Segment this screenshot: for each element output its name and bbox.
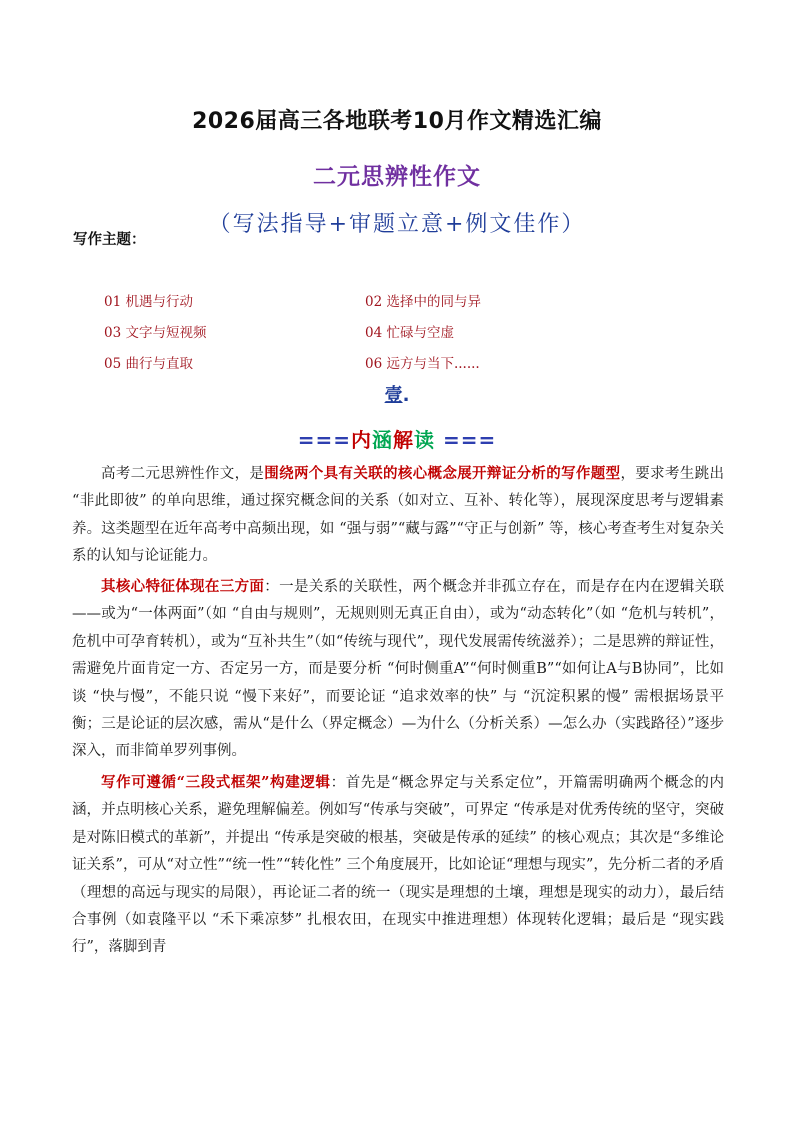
topic-item-6: 06 远方与当下......: [365, 356, 480, 372]
paragraph-features: [72, 573, 724, 766]
topic-item-5: 05 曲行与直取: [104, 356, 193, 372]
topic-item-4: 04 忙碌与空虚: [365, 325, 454, 341]
section-title-char-4: 读: [414, 428, 436, 452]
paragraph-text: ，要求考生跳出 “非此即彼” 的单向思维，通过探究概念间的关系（如对立、互补、转化等），展现深度思考与逻辑素养。这类题型在近年高考中高频出现，如 “强与弱”“藏与露”“守正与创新” 等，核心考查考生对复杂关系的认知与论证能力。: [72, 466, 725, 565]
topic-item-1: 01 机遇与行动: [104, 294, 193, 310]
document-subtitle-sections: （写法指导+审题立意+例文佳作）: [208, 212, 586, 237]
paragraph-highlight: 其核心特征体现在三方面: [101, 578, 265, 595]
topics-label: 写作主题：: [73, 231, 146, 248]
paragraph-text: ：一是关系的关联性，两个概念并非孤立存在，而是存在内在逻辑关联——或为“一体两面”（如 “自由与规则”，无规则则无真正自由），或为“动态转化”（如 “危机与转机”，危机中可孕育转机），或为“互补共生”（如“传统与现代”，现代发展需传统滋养）；二是思辨的辩证性，需避免片面肯定一方、否定另一方，而是要分析 “何时侧重A”“何时侧重B”“如何让A与B协同”，比如谈 “快与慢”，不能只说 “慢下来好”，而要论证 “追求效率的快” 与 “沉淀积累的慢” 需根据场景平衡；三是论证的层次感，需从“是什么（界定概念）—为什么（分析关系）—怎么办（实践路径）”逐步深入，而非简单罗列事例。: [72, 579, 725, 760]
paragraph-highlight: 围绕两个具有关联的核心概念展开辩证分析的写作题型: [264, 465, 621, 482]
section-title-dash-left: ===: [297, 428, 352, 452]
paragraph-text: 高考二元思辨性作文，是: [101, 466, 265, 482]
topic-item-3: 03 文字与短视频: [104, 325, 207, 341]
section-title-char-2: 涵: [372, 428, 394, 452]
section-title-char-3: 解: [393, 428, 415, 452]
paragraph-text: ：首先是“概念界定与关系定位”，开篇需明确两个概念的内涵，并点明核心关系，避免理解偏差。例如写“传承与突破”，可界定 “传承是对优秀传统的坚守，突破是对陈旧模式的革新”，并提出 “传承是突破的根基，突破是传承的延续” 的核心观点；其次是“多维论证关系”，可从“对立性”“统一性”“转化性” 三个角度展开，比如论证“理想与现实”，先分析二者的矛盾（理想的高远与现实的局限），再论证二者的统一（现实是理想的土壤，理想是现实的动力），最后结合事例（如袁隆平以 “禾下乘凉梦” 扎根农田，在现实中推进理想）体现转化逻辑；最后是 “现实践行”，落脚到青: [72, 775, 724, 956]
document-title: 2026届高三各地联考10月作文精选汇编: [192, 109, 602, 134]
document-subtitle: 二元思辨性作文: [313, 164, 481, 190]
section-number-text: 壹: [384, 385, 403, 406]
paragraph-intro: [72, 460, 724, 571]
section-title-char-1: 内: [351, 428, 373, 452]
paragraph-highlight: 写作可遵循“三段式框架”构建逻辑: [101, 774, 331, 791]
section-number: [0, 381, 794, 407]
section-number-suffix: .: [402, 385, 410, 406]
paragraph-framework: [72, 769, 724, 962]
topic-item-2: 02 选择中的同与异: [365, 294, 481, 310]
section-title-dash-right: ===: [435, 428, 497, 452]
section-title: [0, 424, 794, 453]
